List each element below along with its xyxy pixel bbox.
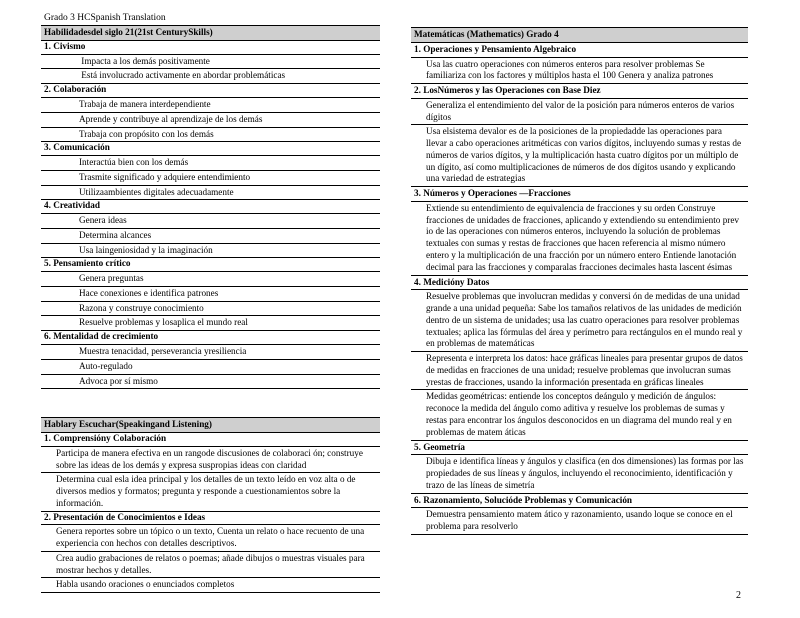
listening-paragraph: Participa de manera efectiva en un rangode discusiones de colaboraci ón; construye sobre las ideas de los demás y expresa suspropias ideas con claridad bbox=[41, 447, 380, 474]
bullet-icon bbox=[59, 273, 79, 285]
math-paragraph: Resuelve problemas que involucran medidas y conversi ón de medidas de una unidad grande a una unidad pequeña: Sabe los tamaños relativos de las unidades de medición dentro de un sistema de unidades; usa las cuatro operaciones para resolver problemas textuales; aplica las fórmulas del área y perímetro para rectángulos en el mundo real y en problemas de matemáticas bbox=[411, 290, 748, 352]
listening-group-title: 2. Presentación de Conocimientos e Ideas bbox=[41, 512, 380, 526]
skill-item bbox=[41, 360, 380, 375]
math-group bbox=[411, 441, 748, 494]
listening-group bbox=[41, 433, 380, 512]
math-group bbox=[411, 43, 748, 84]
skill-item bbox=[41, 55, 380, 70]
bullet-icon bbox=[59, 99, 79, 111]
bullet-icon bbox=[59, 129, 79, 141]
skill-item bbox=[41, 156, 380, 171]
math-paragraph: Medidas geométricas: entiende los conceptos deángulo y medición de ángulos: reconoce la medida del ángulo como aditiva y resuelve los problemas de sumas y restas para encontrar los ángulos desconocidos en un diagrama del mundo real y en problemas de matem áticas bbox=[426, 391, 732, 437]
skill-item bbox=[41, 272, 380, 287]
skill-item-text: Trabaja con propósito con los demás bbox=[79, 128, 214, 139]
skill-item-text: Está involucrado activamente en abordar problemáticas bbox=[79, 70, 286, 81]
bullet-icon bbox=[59, 215, 79, 227]
math-paragraph: Generaliza el entendimiento del valor de la posición para números enteros de varios dígitos bbox=[411, 99, 748, 126]
skill-group bbox=[41, 84, 380, 142]
bullet-icon bbox=[59, 346, 79, 358]
skill-item bbox=[41, 98, 380, 113]
math-group-title: 1. Operaciones y Pensamiento Algebraico bbox=[411, 43, 748, 58]
bullet-icon bbox=[59, 361, 79, 373]
left-column bbox=[41, 12, 380, 593]
section-header-speaking-listening: Hablary Escuchar(Speakingand Listening) bbox=[41, 417, 380, 433]
skill-group bbox=[41, 41, 380, 84]
math-group-title: 3. Números y Operaciones —Fracciones bbox=[411, 187, 748, 202]
skill-item bbox=[41, 113, 380, 128]
skill-group-title: 5. Pensamiento crítico bbox=[41, 258, 380, 272]
math-paragraph: Extiende su entendimiento de equivalencia de fracciones y su orden Construye fracciones de unidades de fracciones, aplicando y extendiendo su entendimiento prev io de las operaciones con números enteros, incluyendo la solución de problemas textuales con sumas y restas de fracciones que hacen referencia al mismo número entero y la multiplicación de una fracción por un número entero Entiende lanotación decimal para las fracciones y comparalas fracciones decimales hasta lascent ésimas bbox=[426, 202, 740, 272]
math-group-title: 4. Medicióny Datos bbox=[411, 276, 748, 291]
skill-item-text: Interactúa bien con los demás bbox=[79, 157, 189, 168]
listening-paragraph: Habla usando oraciones o enunciados completos bbox=[56, 579, 235, 590]
section-header-21st-century-skills: Habilidadesdel siglo 21(21st CenturySkills) bbox=[41, 25, 380, 41]
listening-paragraph: Crea audio grabaciones de relatos o poemas; añade dibujos o muestras visuales para mostrar hechos y detalles. bbox=[41, 552, 380, 579]
skill-item bbox=[41, 302, 380, 317]
math-group bbox=[411, 84, 748, 187]
skill-item-text: Impacta a los demás positivamente bbox=[79, 55, 210, 66]
skill-group-title: 2. Colaboración bbox=[41, 84, 380, 98]
skill-group-title: 1. Civismo bbox=[41, 41, 380, 55]
math-paragraph: Representa e interpreta los datos: hace gráficas lineales para presentar grupos de datos de medidas en fracciones de una unidad; resuelve problemas que involucran sumas yrestas de fracciones, usando la información presentada en gráficas lineales bbox=[411, 352, 748, 390]
skill-group bbox=[41, 142, 380, 200]
bullet-icon bbox=[59, 187, 79, 199]
bullet-icon bbox=[59, 56, 79, 68]
skill-item-text: Utilizaambientes digitales adecuadamente bbox=[79, 186, 234, 197]
bullet-icon bbox=[59, 376, 79, 388]
speaking-listening-list bbox=[41, 433, 380, 593]
bullet-icon bbox=[59, 230, 79, 242]
skill-item-text: Trasmite significado y adquiere entendimiento bbox=[79, 171, 251, 182]
bullet-icon bbox=[59, 70, 79, 82]
skill-item bbox=[41, 375, 380, 389]
listening-group-title: 1. Comprensióny Colaboración bbox=[41, 433, 380, 447]
skill-item bbox=[41, 287, 380, 302]
mathematics-list bbox=[411, 43, 748, 535]
skill-group bbox=[41, 258, 380, 331]
math-paragraph: Dibuja e identifica líneas y ángulos y clasifica (en dos dimensiones) las formas por las propiedades de sus líneas y ángulos, incluyendo el reconocimiento, identificación y trazo de las líneas de simetría bbox=[426, 456, 744, 490]
skill-item bbox=[41, 244, 380, 258]
skill-item-text: Resuelve problemas y losaplica el mundo real bbox=[79, 317, 248, 328]
listening-paragraph: Genera reportes sobre un tópico o un texto, Cuenta un relato o hace recuento de una experiencia con hechos con detalles descriptivos. bbox=[41, 525, 380, 552]
bullet-icon bbox=[59, 157, 79, 169]
bullet-icon bbox=[59, 317, 79, 329]
bullet-icon bbox=[59, 245, 79, 257]
listening-group bbox=[41, 512, 380, 594]
bullet-icon bbox=[59, 172, 79, 184]
skill-group-title: 6. Mentalidad de crecimiento bbox=[41, 331, 380, 345]
skill-group bbox=[41, 200, 380, 258]
skill-group-title: 3. Comunicación bbox=[41, 142, 380, 156]
skill-item-text: Razona y construye conocimiento bbox=[79, 302, 204, 313]
skill-item bbox=[41, 214, 380, 229]
math-group-title: 5. Geometría bbox=[411, 441, 748, 456]
skill-item-text: Muestra tenacidad, perseverancia yresiliencia bbox=[79, 346, 247, 356]
math-group bbox=[411, 276, 748, 441]
bullet-icon bbox=[59, 288, 79, 300]
skill-item-text: Auto-regulado bbox=[79, 360, 133, 371]
skill-group-title: 4. Creatividad bbox=[41, 200, 380, 214]
skill-item bbox=[41, 128, 380, 142]
skill-item-text: Genera preguntas bbox=[79, 273, 144, 284]
math-paragraph: Demuestra pensamiento matem ático y razonamiento, usando loque se conoce en el problema para resolverlo bbox=[426, 509, 733, 532]
listening-paragraph: Determina cual esla idea principal y los detalles de un texto leído en voz alta o de diversos medios y formatos; pregunta y responde a cuestionamientos sobre la información. bbox=[56, 474, 356, 508]
section-gap bbox=[41, 389, 380, 417]
math-group-title: 2. LosNúmeros y las Operaciones con Base Diez bbox=[411, 84, 748, 99]
skill-item bbox=[41, 229, 380, 244]
math-group bbox=[411, 187, 748, 275]
bullet-icon bbox=[59, 303, 79, 315]
skill-item-text: Determina alcances bbox=[79, 229, 152, 240]
document-title: Grado 3 HCSpanish Translation bbox=[44, 13, 166, 23]
skill-item bbox=[41, 171, 380, 186]
skill-item-text: Aprende y contribuye al aprendizaje de los demás bbox=[79, 113, 263, 124]
math-paragraph: Usa elsistema devalor es de la posiciones de la propiedadde las operaciones para llevar a cabo operaciones aritméticas con varios dígitos, incluyendo sumas y restas de números de varios dígitos, y la multiplicación hasta cuatro dígitos por un múltiplo de un dígito, así como multiplicaciones de números de dos dígitos usando y explicando una variedad de estrategias bbox=[426, 126, 742, 184]
skill-item-text: Hace conexiones e identifica patrones bbox=[79, 287, 219, 298]
page-number: 2 bbox=[736, 590, 741, 601]
math-group bbox=[411, 494, 748, 535]
skill-item bbox=[41, 186, 380, 200]
section-header-mathematics: Matemáticas (Mathematics) Grado 4 bbox=[411, 27, 748, 43]
bullet-icon bbox=[59, 114, 79, 126]
skill-item-text: Usa laingeniosidad y la imaginación bbox=[79, 244, 213, 255]
right-column bbox=[411, 27, 748, 535]
skills-list bbox=[41, 41, 380, 389]
skill-item bbox=[41, 345, 380, 360]
skill-item-text: Advoca por sí mismo bbox=[79, 375, 158, 386]
skill-item-text: Genera ideas bbox=[79, 215, 127, 226]
skill-item-text: Trabaja de manera interdependiente bbox=[79, 98, 211, 109]
skill-item bbox=[41, 69, 380, 83]
math-paragraph: Usa las cuatro operaciones con números enteros para resolver problemas Se familiariza con los factores y múltiplos hasta el 100 Genera y analiza patrones bbox=[426, 58, 714, 81]
math-group-title: 6. Razonamiento, Solucióde Problemas y Comunicación bbox=[411, 494, 748, 509]
skill-group bbox=[41, 331, 380, 389]
skill-item bbox=[41, 316, 380, 330]
